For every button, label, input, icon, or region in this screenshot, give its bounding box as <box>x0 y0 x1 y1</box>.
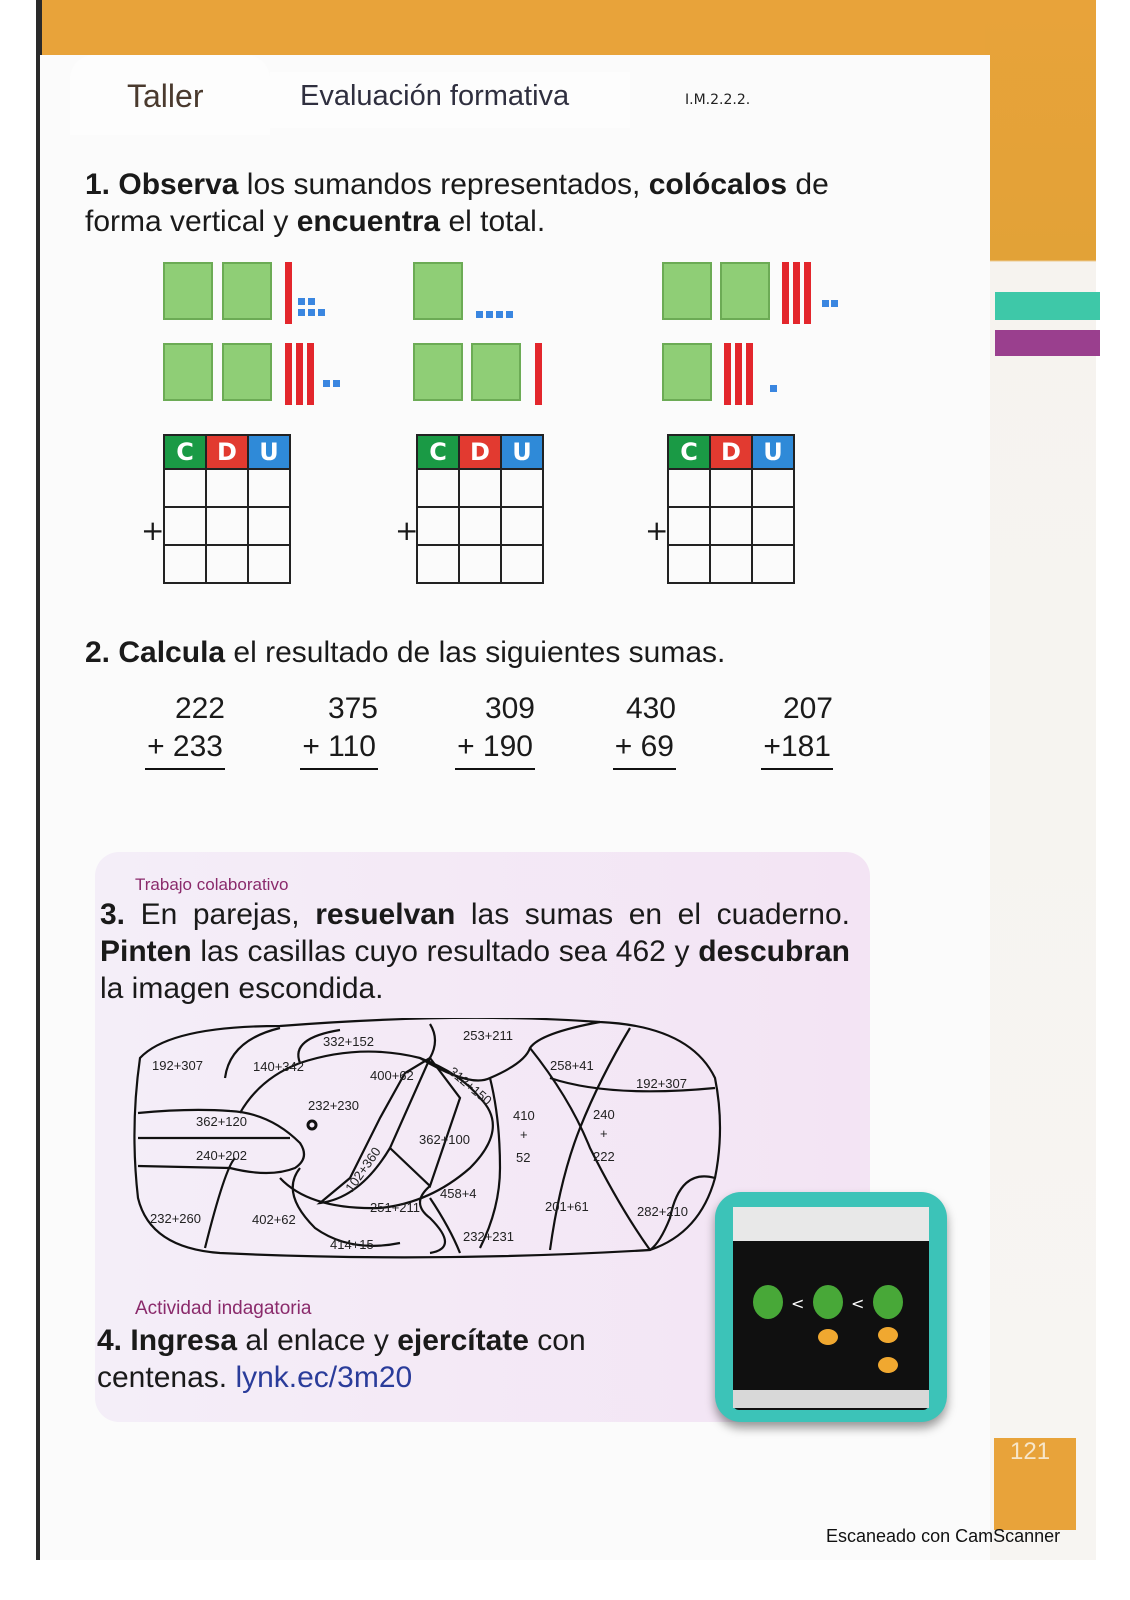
puzzle-cell[interactable]: 140+342 <box>253 1059 304 1074</box>
unit-cube <box>318 309 325 316</box>
unit-cube <box>308 298 315 305</box>
app-preview-header <box>733 1207 929 1241</box>
hundred-flat <box>222 262 272 320</box>
puzzle-cell[interactable]: 102+360 <box>342 1144 384 1195</box>
addend: + 69 <box>613 728 676 770</box>
hundred-flat <box>163 343 213 401</box>
hundred-flat <box>471 343 521 401</box>
ten-rod <box>804 262 811 324</box>
activity-link[interactable]: lynk.ec/3m20 <box>235 1361 413 1394</box>
question-text: las sumas en el cuaderno. <box>455 898 850 931</box>
cdu-cell[interactable] <box>668 507 710 545</box>
keyword: Observa <box>118 168 239 201</box>
cdu-table-2 <box>416 434 544 584</box>
cdu-cell[interactable] <box>459 469 501 507</box>
puzzle-cell[interactable]: 282+210 <box>637 1204 688 1219</box>
cdu-cell[interactable] <box>459 507 501 545</box>
puzzle-cell[interactable]: 192+307 <box>152 1058 203 1073</box>
unit-cube <box>506 311 513 318</box>
cdu-cell[interactable] <box>248 507 290 545</box>
puzzle-cell[interactable]: 232+230 <box>308 1098 359 1113</box>
puzzle-cell[interactable]: 240 <box>593 1107 615 1122</box>
puzzle-cell[interactable]: 362+100 <box>419 1132 470 1147</box>
unit-cube <box>298 298 305 305</box>
sum-exercise-1 <box>125 690 225 770</box>
unit-cube <box>308 309 315 316</box>
header-c: C <box>417 435 459 469</box>
question-text: de forma vertical y <box>85 168 829 238</box>
cdu-cell[interactable] <box>710 545 752 583</box>
question-2 <box>85 634 885 671</box>
cdu-cell[interactable] <box>164 545 206 583</box>
cdu-cell[interactable] <box>164 507 206 545</box>
unit-cube <box>298 309 305 316</box>
puzzle-cell[interactable]: 201+61 <box>545 1199 589 1214</box>
cdu-cell[interactable] <box>164 469 206 507</box>
page-number: 121 <box>1010 1438 1051 1465</box>
question-number: 2. <box>85 636 111 669</box>
hundred-flat <box>163 262 213 320</box>
section-tab-label: Taller <box>127 78 204 114</box>
unit-cube <box>831 300 838 307</box>
section-label: Actividad indagatoria <box>135 1298 312 1319</box>
cdu-cell[interactable] <box>459 545 501 583</box>
question-number: 1. <box>85 168 111 201</box>
cdu-cell[interactable] <box>248 545 290 583</box>
question-text: En parejas, <box>140 898 316 931</box>
ten-rod <box>535 343 542 405</box>
scan-margin <box>0 0 36 1600</box>
hundred-flat <box>662 343 712 401</box>
header-u: U <box>248 435 290 469</box>
header-d: D <box>459 435 501 469</box>
question-text: las casillas cuyo resultado sea 462 y <box>191 935 699 968</box>
puzzle-cell[interactable]: 332+152 <box>323 1034 374 1049</box>
section-label: Trabajo colaborativo <box>135 875 289 894</box>
sum-exercise-5 <box>733 690 833 770</box>
cdu-cell[interactable] <box>501 469 543 507</box>
plus-sign: + <box>645 514 669 547</box>
cdu-cell[interactable] <box>668 469 710 507</box>
question-number: 4. <box>97 1324 123 1357</box>
cdu-cell[interactable] <box>417 469 459 507</box>
sum-exercise-3 <box>435 690 535 770</box>
addend: + 190 <box>455 728 535 770</box>
svg-text:<: < <box>791 1294 805 1313</box>
question-3 <box>100 896 850 1007</box>
hidden-image-puzzle <box>130 1018 730 1263</box>
ten-rod <box>782 262 789 324</box>
hundred-flat <box>413 343 463 401</box>
hundred-flat <box>720 262 770 320</box>
header-d: D <box>206 435 248 469</box>
puzzle-cell[interactable]: 362+120 <box>196 1114 247 1129</box>
plus-sign: + <box>141 514 165 547</box>
puzzle-cell[interactable]: 414+15 <box>330 1237 374 1252</box>
plus-sign: + <box>395 514 419 547</box>
addend: 375 <box>327 692 378 725</box>
keyword: ejercítate <box>397 1324 529 1357</box>
puzzle-cell[interactable]: 458+4 <box>440 1186 477 1201</box>
unit-cube <box>496 311 503 318</box>
question-text: el resultado de las siguientes sumas. <box>225 636 726 669</box>
unit-cube <box>323 380 330 387</box>
keyword: resuelvan <box>315 898 456 931</box>
puzzle-cell[interactable]: 258+41 <box>550 1058 594 1073</box>
cdu-cell[interactable] <box>206 469 248 507</box>
page-title: Evaluación formativa <box>300 80 570 112</box>
puzzle-cell[interactable]: 312+150 <box>446 1063 495 1109</box>
puzzle-cell[interactable]: 232+260 <box>150 1211 201 1226</box>
puzzle-cell[interactable]: 253+211 <box>463 1028 514 1043</box>
keyword: Pinten <box>100 935 192 968</box>
cdu-cell[interactable] <box>668 545 710 583</box>
puzzle-cell-operator: + <box>600 1126 608 1141</box>
cdu-cell[interactable] <box>752 469 794 507</box>
unit-cube <box>770 385 777 392</box>
puzzle-cell[interactable]: 251+211 <box>370 1200 421 1215</box>
ten-rod <box>746 343 753 405</box>
scanner-watermark: Escaneado con CamScanner <box>826 1526 1061 1546</box>
puzzle-cell[interactable]: 402+62 <box>252 1212 296 1227</box>
keyword: encuentra <box>296 205 441 238</box>
question-text: los sumandos representados, <box>238 168 649 201</box>
cdu-cell[interactable] <box>710 469 752 507</box>
ten-rod <box>793 262 800 324</box>
cdu-table-1 <box>163 434 291 584</box>
ten-rod <box>296 343 303 405</box>
cdu-cell[interactable] <box>206 545 248 583</box>
header-c: C <box>668 435 710 469</box>
puzzle-cell-value: 52 <box>516 1150 531 1165</box>
skill-code: I.M.2.2.2. <box>685 92 751 108</box>
cdu-table-3 <box>667 434 795 584</box>
cdu-cell[interactable] <box>752 545 794 583</box>
puzzle-cell[interactable]: 232+231 <box>463 1229 514 1244</box>
keyword: Calcula <box>118 636 226 669</box>
question-text: el total. <box>440 205 546 238</box>
puzzle-cell[interactable]: 192+307 <box>636 1076 687 1091</box>
hundred-flat <box>662 262 712 320</box>
puzzle-cell[interactable]: 400+62 <box>370 1068 414 1083</box>
puzzle-cell[interactable]: 240+202 <box>196 1148 247 1163</box>
header-u: U <box>752 435 794 469</box>
cdu-cell[interactable] <box>752 507 794 545</box>
ten-rod <box>307 343 314 405</box>
question-1 <box>85 166 885 240</box>
svg-text:<: < <box>851 1294 865 1313</box>
unit-cube <box>822 300 829 307</box>
addend: 309 <box>484 692 535 725</box>
addend: 430 <box>625 692 676 725</box>
question-text: la imagen escondida. <box>100 972 384 1005</box>
app-preview-footer <box>733 1390 929 1408</box>
ten-rod <box>285 343 292 405</box>
cdu-cell[interactable] <box>417 545 459 583</box>
sum-exercise-4 <box>576 690 676 770</box>
header-d: D <box>710 435 752 469</box>
header-c: C <box>164 435 206 469</box>
unit-cube <box>476 311 483 318</box>
hundred-flat <box>413 262 463 320</box>
hundred-flat <box>222 343 272 401</box>
cdu-cell[interactable] <box>417 507 459 545</box>
cdu-cell[interactable] <box>710 507 752 545</box>
unit-cube <box>486 311 493 318</box>
addend: 207 <box>782 692 833 725</box>
cdu-cell[interactable] <box>206 507 248 545</box>
sum-exercise-2 <box>278 690 378 770</box>
puzzle-cell[interactable]: 410 <box>513 1108 535 1123</box>
addend: +181 <box>761 728 833 770</box>
decorative-stripe-teal <box>995 292 1100 320</box>
addend: 222 <box>174 692 225 725</box>
question-text: con centenas. <box>97 1324 586 1394</box>
question-text: al enlace y <box>237 1324 398 1357</box>
question-4 <box>97 1322 697 1396</box>
question-number: 3. <box>100 898 126 931</box>
addend: + 110 <box>300 728 378 770</box>
ten-rod <box>724 343 731 405</box>
cdu-cell[interactable] <box>248 469 290 507</box>
ten-rod <box>285 262 292 324</box>
unit-cube <box>333 380 340 387</box>
cdu-cell[interactable] <box>501 507 543 545</box>
decorative-stripe-purple <box>995 330 1100 356</box>
puzzle-cell-operator: + <box>520 1127 528 1142</box>
addend: + 233 <box>145 728 225 770</box>
cdu-cell[interactable] <box>501 545 543 583</box>
puzzle-cell-value: 222 <box>593 1149 615 1164</box>
page-background-right <box>985 0 1096 1560</box>
keyword: descubran <box>698 935 850 968</box>
keyword: colócalos <box>648 168 788 201</box>
keyword: Ingresa <box>130 1324 238 1357</box>
header-u: U <box>501 435 543 469</box>
ten-rod <box>735 343 742 405</box>
